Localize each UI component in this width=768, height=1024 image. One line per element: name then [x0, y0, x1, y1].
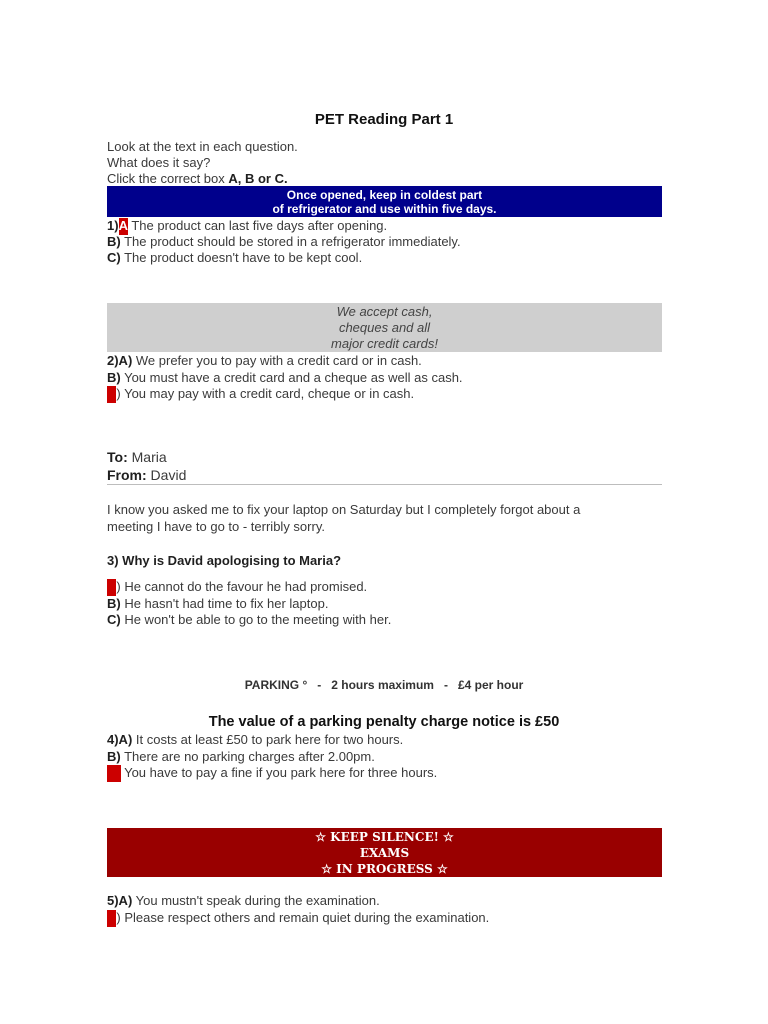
q3-option-c[interactable] — [107, 612, 391, 629]
q2-option-a-label: 2)A) — [107, 353, 133, 368]
q1-number: 1) — [107, 218, 119, 233]
q1-option-a-text: The product can last five days after opening. — [127, 218, 388, 233]
q1-option-a[interactable] — [107, 218, 387, 235]
q5-option-a-text: You mustn't speak during the examination. — [132, 893, 380, 908]
q5-notice-line-2: EXAMS — [359, 846, 410, 860]
q4-option-a-label: 4)A) — [107, 732, 133, 747]
q5-notice — [107, 828, 662, 877]
q5-option-b-text: ) Please respect others and remain quiet during the examination. — [116, 910, 490, 925]
q4-option-b-text: There are no parking charges after 2.00pm. — [120, 749, 375, 764]
q3-header-divider — [107, 484, 662, 485]
q1-option-c[interactable] — [107, 250, 362, 267]
page-title: PET Reading Part 1 — [314, 111, 454, 128]
q2-option-b-label: B) — [107, 370, 121, 385]
q2-option-c[interactable] — [107, 386, 414, 403]
q5-answer-b-box[interactable]: B — [107, 910, 117, 925]
q2-notice — [107, 303, 662, 352]
q2-answer-c-box[interactable]: C — [107, 386, 117, 401]
q5-option-b[interactable] — [107, 910, 489, 927]
q3-from-line — [107, 466, 186, 484]
q1-option-b-label: B) — [107, 234, 121, 249]
intro-line-3-options: A, B or C. — [228, 171, 288, 186]
q4-option-a-text: It costs at least £50 to park here for two hours. — [132, 732, 404, 747]
q2-option-b-text: You must have a credit card and a cheque as well as cash. — [120, 370, 463, 385]
q3-option-b-label: B) — [107, 596, 121, 611]
q5-notice-line-1: ☆ KEEP SILENCE! ☆ — [315, 830, 454, 844]
q4-option-c[interactable] — [107, 765, 437, 782]
q2-notice-line-2: cheques and all — [338, 320, 431, 335]
q3-to-value: Maria — [127, 449, 167, 465]
q3-question: 3) Why is David apologising to Maria? — [107, 553, 342, 568]
q4-option-b-label: B) — [107, 749, 121, 764]
q1-answer-a-box[interactable]: A — [118, 218, 128, 233]
q2-option-b[interactable] — [107, 370, 463, 387]
q3-option-c-text: He won't be able to go to the meeting with her. — [120, 612, 392, 627]
q3-from-label: From: — [107, 467, 147, 483]
q3-option-b[interactable] — [107, 596, 328, 613]
intro-line-3-text: Click the correct box — [107, 171, 229, 186]
q1-option-b[interactable] — [107, 234, 461, 251]
q5-notice-line-3: ☆ IN PROGRESS ☆ — [321, 862, 448, 876]
intro-line-2: What does it say? — [107, 155, 211, 170]
q4-option-a[interactable] — [107, 732, 403, 749]
q2-notice-line-1: We accept cash, — [336, 304, 433, 319]
q1-option-c-label: C) — [107, 250, 121, 265]
q3-answer-a-box[interactable]: A — [107, 579, 117, 594]
intro-line-1: Look at the text in each question. — [107, 139, 298, 154]
q3-to-label: To: — [107, 449, 128, 465]
q1-notice-line-2: of refrigerator and use within five days. — [272, 202, 497, 216]
q4-parking-sign: PARKING ° - 2 hours maximum - £4 per hour — [244, 678, 524, 692]
q4-option-b[interactable] — [107, 749, 375, 766]
q5-option-a-label: 5)A) — [107, 893, 133, 908]
q3-from-value: David — [146, 467, 187, 483]
q3-to-line — [107, 448, 167, 466]
q3-option-b-text: He hasn't had time to fix her laptop. — [120, 596, 329, 611]
q2-option-a[interactable] — [107, 353, 422, 370]
q1-notice-line-1: Once opened, keep in coldest part — [286, 188, 483, 202]
q2-option-a-text: We prefer you to pay with a credit card or in cash. — [132, 353, 422, 368]
q3-message-line-2: meeting I have to go to - terribly sorry. — [107, 519, 325, 534]
q1-option-b-text: The product should be stored in a refrigerator immediately. — [120, 234, 461, 249]
q5-option-a[interactable] — [107, 893, 380, 910]
q3-option-c-label: C) — [107, 612, 121, 627]
q2-option-c-text: ) You may pay with a credit card, cheque or in cash. — [116, 386, 415, 401]
q3-message-line-1: I know you asked me to fix your laptop on Saturday but I completely forgot about a — [107, 502, 581, 517]
q4-option-c-text: You have to pay a fine if you park here for three hours. — [120, 765, 438, 780]
q4-penalty-notice: The value of a parking penalty charge notice is £50 — [208, 714, 560, 730]
q4-answer-c-box[interactable]: C) — [107, 765, 121, 780]
q3-option-a[interactable] — [107, 579, 367, 596]
q3-option-a-text: ) He cannot do the favour he had promised. — [116, 579, 368, 594]
q1-notice — [107, 186, 662, 217]
q1-option-c-text: The product doesn't have to be kept cool. — [120, 250, 363, 265]
q2-notice-line-3: major credit cards! — [331, 336, 438, 351]
